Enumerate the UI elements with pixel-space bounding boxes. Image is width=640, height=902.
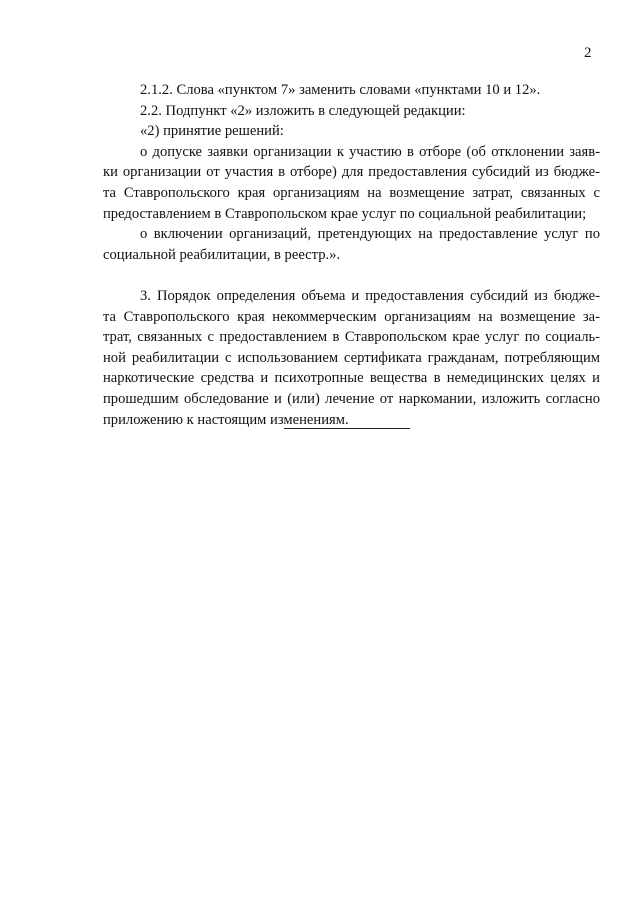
paragraph-3 (103, 286, 600, 430)
paragraph-registry-inclusion (103, 224, 600, 265)
paragraph-2-2 (103, 101, 600, 122)
text-line: предоставлением в Ставропольском крае услуг по социальной реабилитации; (103, 205, 587, 222)
text-line: та Ставропольского края организациям на возмещение затрат, связанных с (103, 184, 600, 201)
text-line: ки организации от участия в отборе) для предоставления субсидий из бюдже- (103, 164, 600, 181)
text-line: социальной реабилитации, в реестр.». (103, 246, 341, 263)
text-line: та Ставропольского края некоммерческим организациям на возмещение за- (103, 308, 600, 325)
text-line: «2) принятие решений: (140, 123, 284, 140)
paragraph-2-1-2 (103, 80, 600, 101)
document-body (103, 80, 600, 430)
text-line: о включении организаций, претендующих на предоставление услуг по (140, 226, 600, 243)
text-line: трат, связанных с предоставлением в Ставропольском крае услуг по социаль- (103, 329, 600, 346)
closing-divider-line (284, 428, 410, 429)
text-line: приложению к настоящим изменениям. (103, 411, 349, 428)
text-line: 3. Порядок определения объема и предоставления субсидий из бюдже- (140, 287, 600, 304)
text-line: 2.1.2. Слова «пунктом 7» заменить словами «пунктами 10 и 12». (140, 82, 541, 98)
text-line: прошедшим обследование и (или) лечение от наркомании, изложить согласно (103, 390, 600, 407)
paragraph-admission-decision (103, 142, 600, 224)
paragraph-subitem-2 (103, 121, 600, 142)
text-line: о допуске заявки организации к участию в отборе (об отклонении заяв- (140, 143, 600, 160)
text-line: ной реабилитации с использованием сертификата гражданам, потребляющим (103, 349, 600, 366)
text-line: наркотические средства и психотропные вещества в немедицинских целях и (103, 370, 600, 387)
text-line: 2.2. Подпункт «2» изложить в следующей редакции: (140, 102, 466, 119)
paragraph-gap (103, 265, 600, 286)
page-number: 2 (584, 45, 592, 61)
